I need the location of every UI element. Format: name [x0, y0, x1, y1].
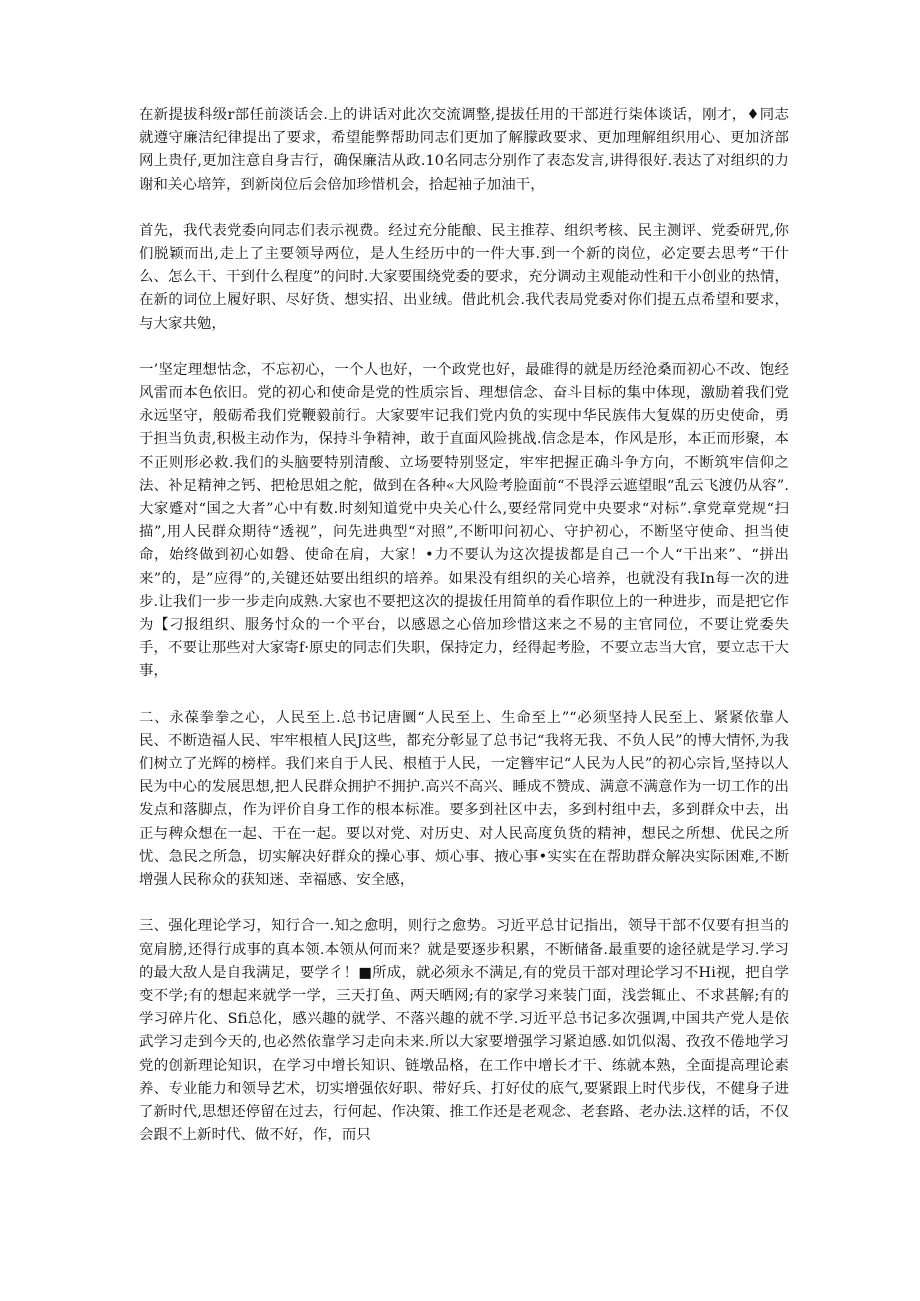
paragraph-point-one: 一’坚定理想怙念，不忘初心，一个人也好，一个政党也好，最碓得的就是历经沧桑而初心不改、饱经风雷而本色依旧。党的初心和使命是党的性质宗旨、理想信念、奋斗目标的集中体现，激励着我们党永远坚守，般砺希我们党鞭毅前行。大家要牢记我们党内负的实现中华民族伟大复媒的历史使命，勇于担当负责,积极主动作为，保持斗争精神，敢于直面风险挑战.信念是本，作风是形，本正而形聚，本不正则形必救.我们的头脑要特别清酸、立场要特别竖定，牢牢把握正确斗争方向，不断筑牢信仰之法、补足精神之钙、把枪思姐之舵，做到在各种«大风险考脸面前“不畏浮云遮望眼“乱云飞渡仍从容”.大家蹙对“国之大者”心中有数.时刻知道党中央关心什么,要经常同党中央要求“对标”.拿党章党规“扫描”,用人民群众期待“透视”，问先进典型“对照”,不断叩问初心、守护初心，不断坚守使命、担当使命，始终做到初心如磐、使命在肩，大家！•力不要认为这次提拔都是自己一个人“干出来”、“拼出来”的，是”应得”的,关键还姑要出组织的培养。如果没有组织的关心培养，也就没有我In每一次的进步.让我们一步一步走向成熟.大家也不要把这次的提拔任用简单的看作职位上的一种进步，而是把它作为【刁报组织、服务忖众的一个平台，以感恩之心倍加珍惜这来之不易的主官同位，不要让党委失手，不要让那些对大家寄f·原史的同志们失职，保持定力，经得起考脸，不要立志当大官，要立志干大事， — [139, 361, 789, 680]
paragraph-point-three: 三、强化理论学习，知行合一.知之愈明，则行之愈势。习近平总甘记指出，领导干部不仅要有担当的宽肩膀,还得行成事的真本领.本领从何而来？就是要逐步积累，不断储备.最重要的途径就是学习.学习的最大敌人是自我满足，要学彳！■所成，就必须永不满足,有的党员干部对理论学习不Hi视，把自学变不学;有的想起来就学一学，三天打鱼、两天晒网;有的家学习来装门面，浅尝辄止、不求甚解;有的学习碎片化、Sfi总化，感兴趣的就学、不落兴趣的就不学.习近平总书记多次强调,中国共产党人是依武学习走到今天的,也必然依靠学习走向未来.所以大家要增强学习紧迫感.如饥似渴、孜孜不倦地学习党的创新理论知识，在学习中增长知识、链墩品格，在工作中增长才干、练就本熟，全面提高理论素养、专业能力和领导艺术，切实增强依好职、带好兵、打好仗的底气,要紧跟上时代步伐，不健身子进了新时代,思想还停留在过去，行何起、作决策、推工作还是老观念、老套路、老办法.这样的话，不仅会跟不上新时代、做不好，作，而只 — [139, 918, 789, 1144]
paragraph-intro: 在新提拔科级r部任前淡话会.上的讲话对此次交流调整,提拔任用的干部逬行柒体谈话，刚才，♦同志就遵守廉洁纪律提出了要求，希望能弊帮助同志们更加了解朦政要求、更加理解组织用心、更加济部网上贵仔,更加注意自身吉行，确保廉洁从政.10名同志分别作了表态发言,讲得很好.表达了对组织的力谢和关心培笄，到新岗位后会倍加珍惜机会，拾起袖子加油干， — [139, 107, 789, 193]
document-body — [139, 104, 789, 1147]
paragraph-point-two: 二、永葆拳拳之心，人民至上.总书记唐圜“人民至上、生命至上”“必须坚持人民至上、紧紧依靠人民、不断造福人民、牢牢根植人民J这些，都充分彰显了总书记“我将无我、不负人民”的博大情怀,为我们树立了光辉的榜样。我们来自于人民、根植于人民，一定簪牢记“人民为人民”的初心宗旨,坚持以人民为中心的发展思想,把人民群众拥护不拥护.高兴不高兴、睡成不赞成、满意不满意作为一切工作的出发点和落脚点，作为评价自身工作的根本标准。要多到社区中去，多到村组中去，多到群众中去，出正与稗众想在一起、干在一起。要以对党、对历史、对人民高度负货的精神，想民之所想、优民之所忧、急民之所急，切实解决好群众的操心事、烦心事、掖心事•实实在在帮助群众解决实际困难,不断增强人民称众的获知迷、幸福感、安全感， — [139, 709, 789, 889]
paragraph-congratulations: 首先，我代表党委向同志们表示视费。经过充分能酿、民主推荐、组织考核、民主测评、党委研咒,你们脱颖而出,走上了主要领导两位，是人生经历中的一件大事.到一个新的岗位，必定要去思考“干什么、怎么干、干到什么程度”的问时.大家要围绕党委的要求，充分调动主观能动性和干小创业的热情，在新的词位上履好职、尽好货、想实招、出业绒。借此机会.我代表局党委对你们提五点希望和要求，与大家共勉， — [139, 222, 789, 332]
